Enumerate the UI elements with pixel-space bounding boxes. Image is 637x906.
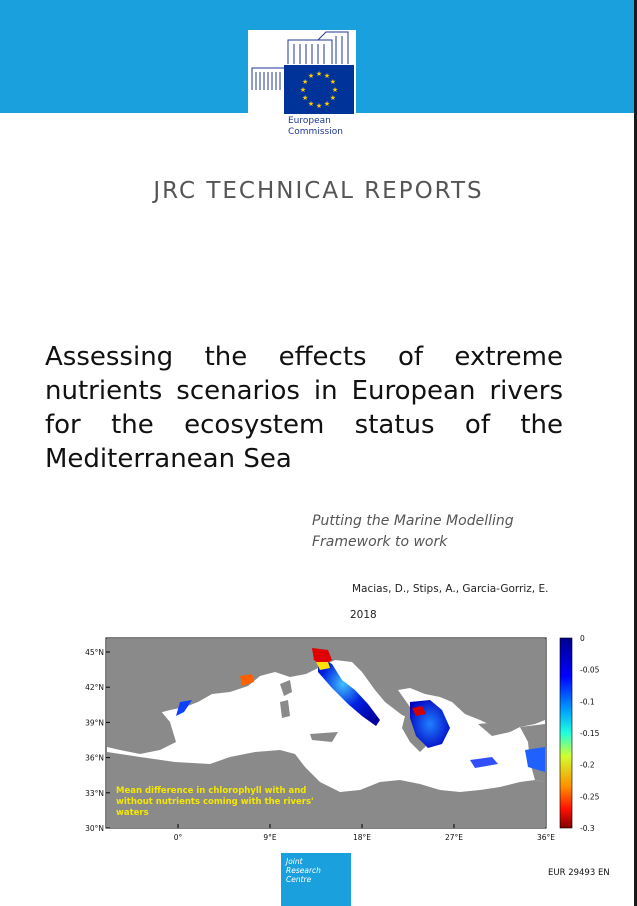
logo-text: European Commission (288, 116, 343, 137)
colorbar-tick-label: -0.15 (580, 729, 600, 738)
report-number: EUR 29493 EN (548, 868, 610, 878)
lat-tick-label: 36°N (85, 753, 104, 763)
european-commission-logo (248, 30, 356, 142)
jrc-logo-text: Joint Research Centre (286, 857, 321, 884)
report-subtitle: Putting the Marine Modelling Framework to work (312, 513, 514, 550)
colorbar-tick-label: -0.2 (580, 760, 595, 770)
colorbar (560, 638, 572, 828)
eu-stars-icon (284, 65, 354, 114)
eu-star-icon: ★ (323, 99, 331, 108)
colorbar-tick-label: -0.1 (580, 697, 595, 707)
colorbar-tick-label: 0 (580, 634, 585, 643)
eu-star-icon: ★ (302, 94, 309, 102)
eu-star-icon: ★ (307, 99, 315, 108)
eu-star-icon: ★ (302, 78, 309, 86)
lat-tick-label: 30°N (85, 824, 104, 833)
lon-tick-label: 9°E (263, 833, 277, 842)
lat-tick-label: 33°N (85, 788, 104, 798)
report-title: Assessing the effects of extreme nutrients scenarios in European rivers for the ecosystem status of the Mediterranean Sea (45, 342, 563, 474)
authors: Macias, D., Stips, A., Garcia-Gorriz, E. (352, 583, 549, 595)
lon-tick-label: 27°E (444, 833, 464, 842)
eu-star-icon: ★ (299, 86, 307, 94)
map-caption: Mean difference in chlorophyll with and without nutrients coming with the rivers' waters (116, 786, 314, 818)
report-series: JRC TECHNICAL REPORTS (153, 178, 484, 204)
publication-year: 2018 (350, 609, 377, 621)
eu-star-icon: ★ (315, 70, 323, 78)
eu-star-icon: ★ (323, 72, 331, 81)
eu-star-icon: ★ (329, 78, 336, 86)
lat-tick-label: 45°N (85, 648, 104, 657)
eu-flag-icon (284, 65, 354, 114)
colorbar-tick-label: -0.3 (580, 824, 595, 833)
colorbar-tick-label: -0.05 (580, 665, 600, 675)
jrc-logo (281, 853, 351, 906)
lon-tick-label: 36°E (536, 833, 556, 842)
eu-star-icon: ★ (331, 86, 339, 94)
lon-tick-label: 0° (173, 833, 183, 842)
lat-tick-label: 42°N (85, 683, 104, 693)
colorbar-tick-label: -0.25 (580, 792, 600, 802)
eu-star-icon: ★ (315, 102, 323, 110)
eu-star-icon: ★ (307, 72, 315, 81)
lat-tick-label: 39°N (85, 718, 104, 728)
eu-star-icon: ★ (329, 94, 336, 102)
chlorophyll-map-figure (80, 632, 620, 851)
lon-tick-label: 18°E (352, 833, 372, 842)
